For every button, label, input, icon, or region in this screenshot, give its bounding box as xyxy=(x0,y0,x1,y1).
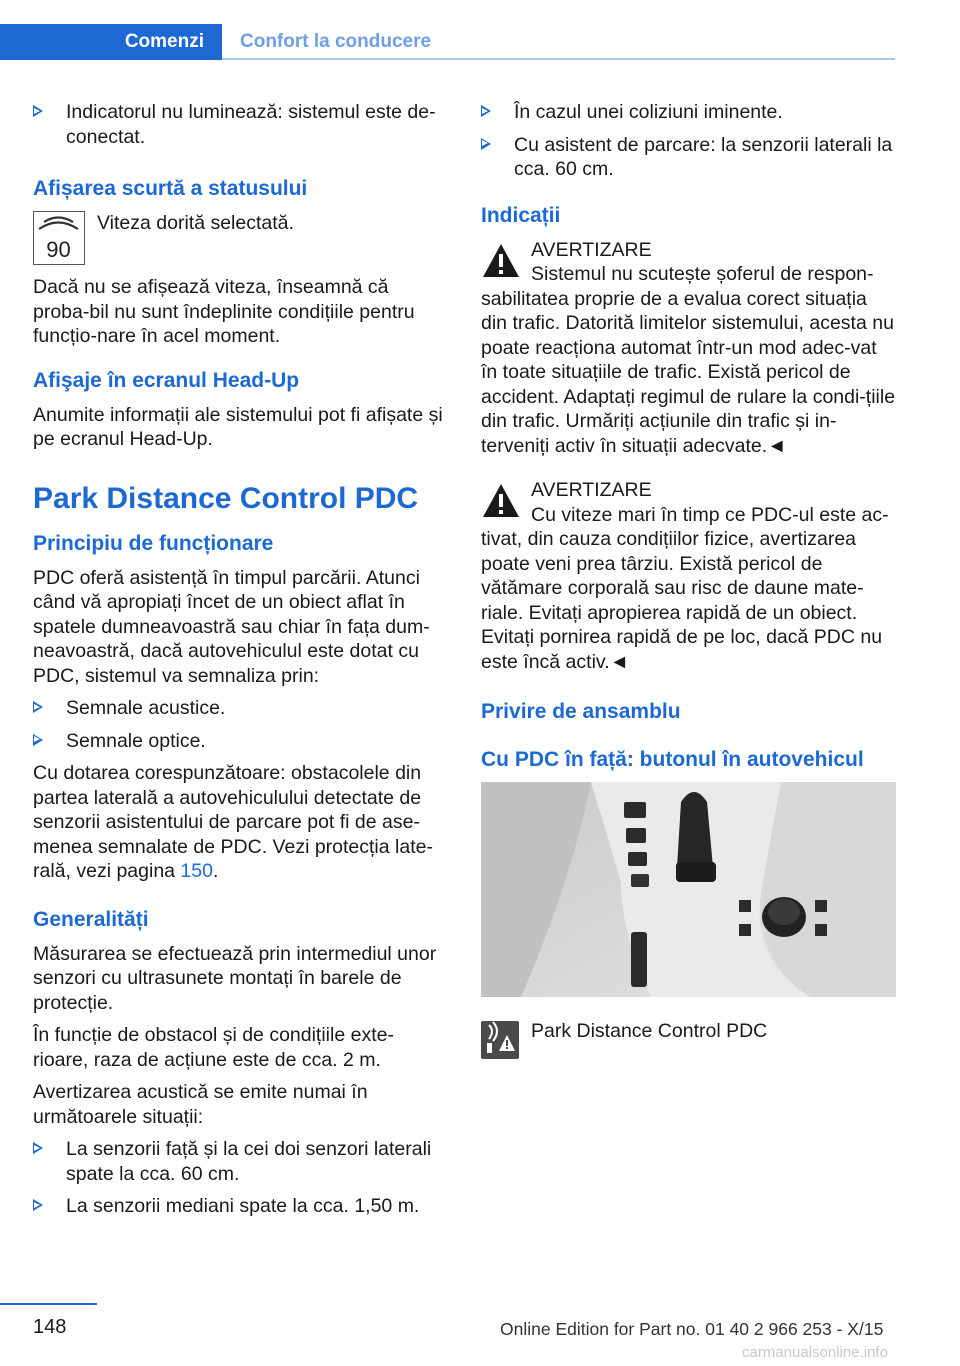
list-item-text: În cazul unei coliziuni iminente. xyxy=(514,101,783,123)
section-title-general: Generalități xyxy=(33,907,149,931)
paragraph-text: . xyxy=(212,860,219,882)
section-title-headup: Afişaje în ecranul Head-Up xyxy=(33,368,300,392)
page-link[interactable]: 150 xyxy=(180,860,213,882)
section-title-overview: Privire de ansamblu xyxy=(481,700,681,723)
chapter-tab-label: Confort la conducere xyxy=(240,30,432,52)
list-item-text: La senzorii față și la cei doi senzori laterali spate la cca. 60 cm. xyxy=(66,1138,432,1185)
paragraph: În funcție de obstacol și de condițiile exte-rioare, raza de acțiune este de cca. 2 m. xyxy=(33,1024,394,1071)
list-item xyxy=(33,1194,443,1219)
section-title-principle: Principiu de funcționare xyxy=(33,531,274,555)
bullet-triangle-icon xyxy=(33,1199,43,1211)
list-item xyxy=(481,133,896,182)
pdc-button-row xyxy=(481,1017,896,1059)
status-icon-number: 90 xyxy=(46,237,71,262)
bullet-triangle-icon xyxy=(33,1142,43,1154)
bullet-triangle-icon xyxy=(481,105,491,117)
right-column xyxy=(481,100,896,1059)
warning-label: AVERTIZARE xyxy=(531,479,652,501)
paragraph: Anumite informații ale sistemului pot fi afișate și pe ecranul Head-Up. xyxy=(33,403,443,450)
footer-divider xyxy=(0,1303,97,1305)
warning-triangle-icon xyxy=(481,482,521,520)
status-icon-text: Viteza dorită selectată. xyxy=(97,212,294,234)
warning-block xyxy=(481,238,896,263)
chapter-title: Park Distance Control PDC xyxy=(33,481,419,515)
list-item xyxy=(33,100,443,149)
left-column xyxy=(33,100,443,1227)
list-item-text: Indicatorul nu luminează: sistemul este de-conectat. xyxy=(66,101,436,148)
bullet-triangle-icon xyxy=(33,105,43,117)
paragraph-text: Cu dotarea corespunzătoare: obstacolele din partea laterală a autovehiculului detectate de senzorii asistentului de parcare pot fi de ase-menea semnalate de PDC. Vezi protecția late-rală, vezi pagina xyxy=(33,762,433,882)
bullet-triangle-icon xyxy=(33,701,43,713)
chapter-tab-inactive[interactable] xyxy=(240,24,431,60)
list-item-text: Semnale acustice. xyxy=(66,697,226,719)
paragraph: PDC oferă asistență în timpul parcării. Atunci când vă apropiați încet de un obiect aflat în spatele dumneavoastră sau chiar în fața dum-neavoastră, dacă autovehiculul este dotat cu PDC, sistemul va semnaliza prin: xyxy=(33,566,430,687)
center-console-photo xyxy=(481,782,896,997)
pdc-caption: Park Distance Control PDC xyxy=(531,1020,768,1042)
paragraph xyxy=(33,761,443,884)
list-item xyxy=(481,100,896,125)
header-divider xyxy=(222,58,895,60)
list-item-text: Cu asistent de parcare: la senzorii laterali la cca. 60 cm. xyxy=(514,133,893,180)
warning-label: AVERTIZARE xyxy=(531,238,652,261)
chapter-tab-label: Comenzi xyxy=(124,30,204,52)
warning-text: Cu viteze mari în timp ce PDC-ul este ac-tivat, din cauza condițiilor fizice, avertizarea poate veni prea târziu. Există pericol de vătămare corporală sau risc de daune mate-riale. Evitați apropierea rapidă de un obiect. Evitați pornirea rapidă de pe loc, dacă PDC nu este încă activ.◄ xyxy=(481,503,889,673)
list-item-text: Semnale optice. xyxy=(66,729,206,752)
speed-limit-display-icon xyxy=(33,211,85,265)
list-item xyxy=(33,1137,443,1186)
page-number: 148 xyxy=(33,1316,67,1338)
pdc-button-icon xyxy=(481,1021,519,1059)
bullet-triangle-icon xyxy=(33,734,43,746)
section-title-button: Cu PDC în față: butonul în autovehicul xyxy=(481,748,864,771)
bullet-triangle-icon xyxy=(481,138,491,150)
list-item xyxy=(33,696,443,721)
chapter-tab-active[interactable] xyxy=(0,24,222,60)
watermark: carmanualsonline.info xyxy=(742,1344,888,1361)
status-icon-row xyxy=(33,211,443,265)
list-item xyxy=(33,729,443,754)
warning-block xyxy=(481,478,896,503)
paragraph: Măsurarea se efectuează prin intermediul unor senzori cu ultrasunete montați în barele de protecție. xyxy=(33,942,437,1014)
section-title-status: Afișarea scurtă a statusului xyxy=(33,177,308,200)
edition-info: Online Edition for Part no. 01 40 2 966 253 - X/15 xyxy=(500,1319,884,1339)
section-title-notes: Indicații xyxy=(481,203,561,227)
paragraph: Avertizarea acustică se emite numai în următoarele situații: xyxy=(33,1081,368,1128)
warning-text: Sistemul nu scutește șoferul de respon-sabilitatea proprie de a evalua corect situația din trafic. Datorită limitelor sistemului, acesta nu poate reacționa automat într-un mod adec-vat în toate situațiile de trafic. Există pericol de accident. Adaptați regimul de rulare la condi-țiile din trafic. Urmăriți acțiunile din trafic și in-terveniți activ în situații adecvate.◄ xyxy=(481,263,896,457)
warning-triangle-icon xyxy=(481,242,521,280)
paragraph: Dacă nu se afișează viteza, înseamnă că proba-bil nu sunt îndeplinite condițiile pentru funcțio-nare în acel moment. xyxy=(33,276,415,347)
list-item-text: La senzorii mediani spate la cca. 1,50 m. xyxy=(66,1195,420,1217)
